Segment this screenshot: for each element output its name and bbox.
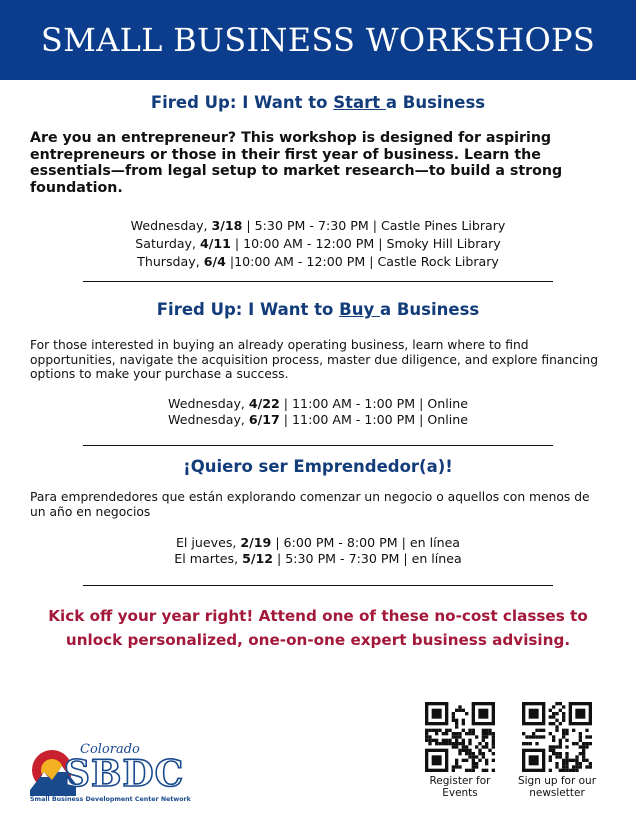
start-section-title xyxy=(0,93,636,112)
session-date: 5/12 xyxy=(242,550,274,566)
buy-section-description: For those interested in buying an already operating business, learn where to find opportunities, navigate the acquisition process, master due diligence, and explore financing options to make your purchase a success. xyxy=(30,338,599,381)
buy-title-suffix: a Business xyxy=(379,300,480,319)
spanish-session-list xyxy=(0,535,636,566)
session-date: 6/17 xyxy=(248,411,280,427)
session-date: 6/4 xyxy=(203,253,226,269)
start-title-prefix: Fired Up: I Want to xyxy=(150,93,334,112)
session-date: 4/22 xyxy=(248,396,280,411)
session-day: El martes, xyxy=(174,550,243,566)
newsletter-qr-caption: Sign up for our newsletter xyxy=(517,775,597,799)
session-date: 3/18 xyxy=(211,218,243,233)
session-day: Wednesday, xyxy=(167,396,249,411)
session-detail: | 11:00 AM - 1:00 PM | Online xyxy=(279,396,468,411)
logo-top-word: Colorado xyxy=(80,742,140,757)
session-day: Saturday, xyxy=(135,235,200,251)
session-detail: | 5:30 PM - 7:30 PM | en línea xyxy=(273,550,462,566)
start-title-suffix: a Business xyxy=(385,93,486,112)
session-day: Wednesday, xyxy=(130,218,212,233)
call-to-action: Kick off your year right! Attend one of these no-cost classes to unlock personalized, one-on-one expert business advising. xyxy=(48,607,588,649)
header-banner xyxy=(0,0,636,80)
register-qr-code[interactable] xyxy=(425,702,495,772)
session-detail: | 11:00 AM - 1:00 PM | Online xyxy=(279,411,468,427)
session-row xyxy=(0,551,636,567)
session-date: 4/11 xyxy=(200,235,231,251)
buy-title-keyword: Buy xyxy=(339,300,380,319)
buy-session-list xyxy=(0,396,636,427)
session-day: Thursday, xyxy=(137,253,204,269)
buy-title-prefix: Fired Up: I Want to xyxy=(156,300,340,319)
session-row xyxy=(0,217,636,235)
newsletter-qr-code[interactable] xyxy=(522,702,592,772)
start-section-intro: Are you an entrepreneur? This workshop is designed for aspiring entrepreneurs or those in their first year of business. Learn the essentials—from legal setup to market research—to build a strong foundation. xyxy=(30,130,563,196)
session-row xyxy=(0,396,636,412)
colorado-sbdc-logo xyxy=(30,742,190,808)
session-day: El jueves, xyxy=(175,535,241,550)
session-row xyxy=(0,235,636,253)
register-qr-block xyxy=(414,702,506,799)
session-date: 2/19 xyxy=(240,535,272,550)
section-divider xyxy=(83,585,553,586)
buy-section-title xyxy=(0,300,636,319)
session-day: Wednesday, xyxy=(167,411,249,427)
spanish-section-description: Para emprendedores que están explorando comenzar un negocio o aquellos con menos de un año en negocios xyxy=(30,490,590,519)
session-detail: | 5:30 PM - 7:30 PM | Castle Pines Library xyxy=(242,218,506,233)
logo-tagline: Small Business Development Center Network xyxy=(30,796,191,803)
start-title-keyword: Start xyxy=(333,93,386,112)
session-detail: | 10:00 AM - 12:00 PM | Smoky Hill Library xyxy=(230,235,501,251)
start-session-list xyxy=(0,217,636,270)
session-row xyxy=(0,412,636,428)
newsletter-qr-block xyxy=(506,702,608,799)
spanish-section-title: ¡Quiero ser Emprendedor(a)! xyxy=(183,457,453,476)
session-detail: |10:00 AM - 12:00 PM | Castle Rock Library xyxy=(225,253,499,269)
page-title: SMALL BUSINESS WORKSHOPS xyxy=(40,21,596,59)
section-divider xyxy=(83,281,553,282)
section-divider xyxy=(83,445,553,446)
session-row xyxy=(0,535,636,551)
session-detail: | 6:00 PM - 8:00 PM | en línea xyxy=(271,535,461,550)
register-qr-caption: Register for Events xyxy=(429,775,491,799)
logo-wordmark: SBDC xyxy=(64,753,185,795)
session-row xyxy=(0,253,636,271)
